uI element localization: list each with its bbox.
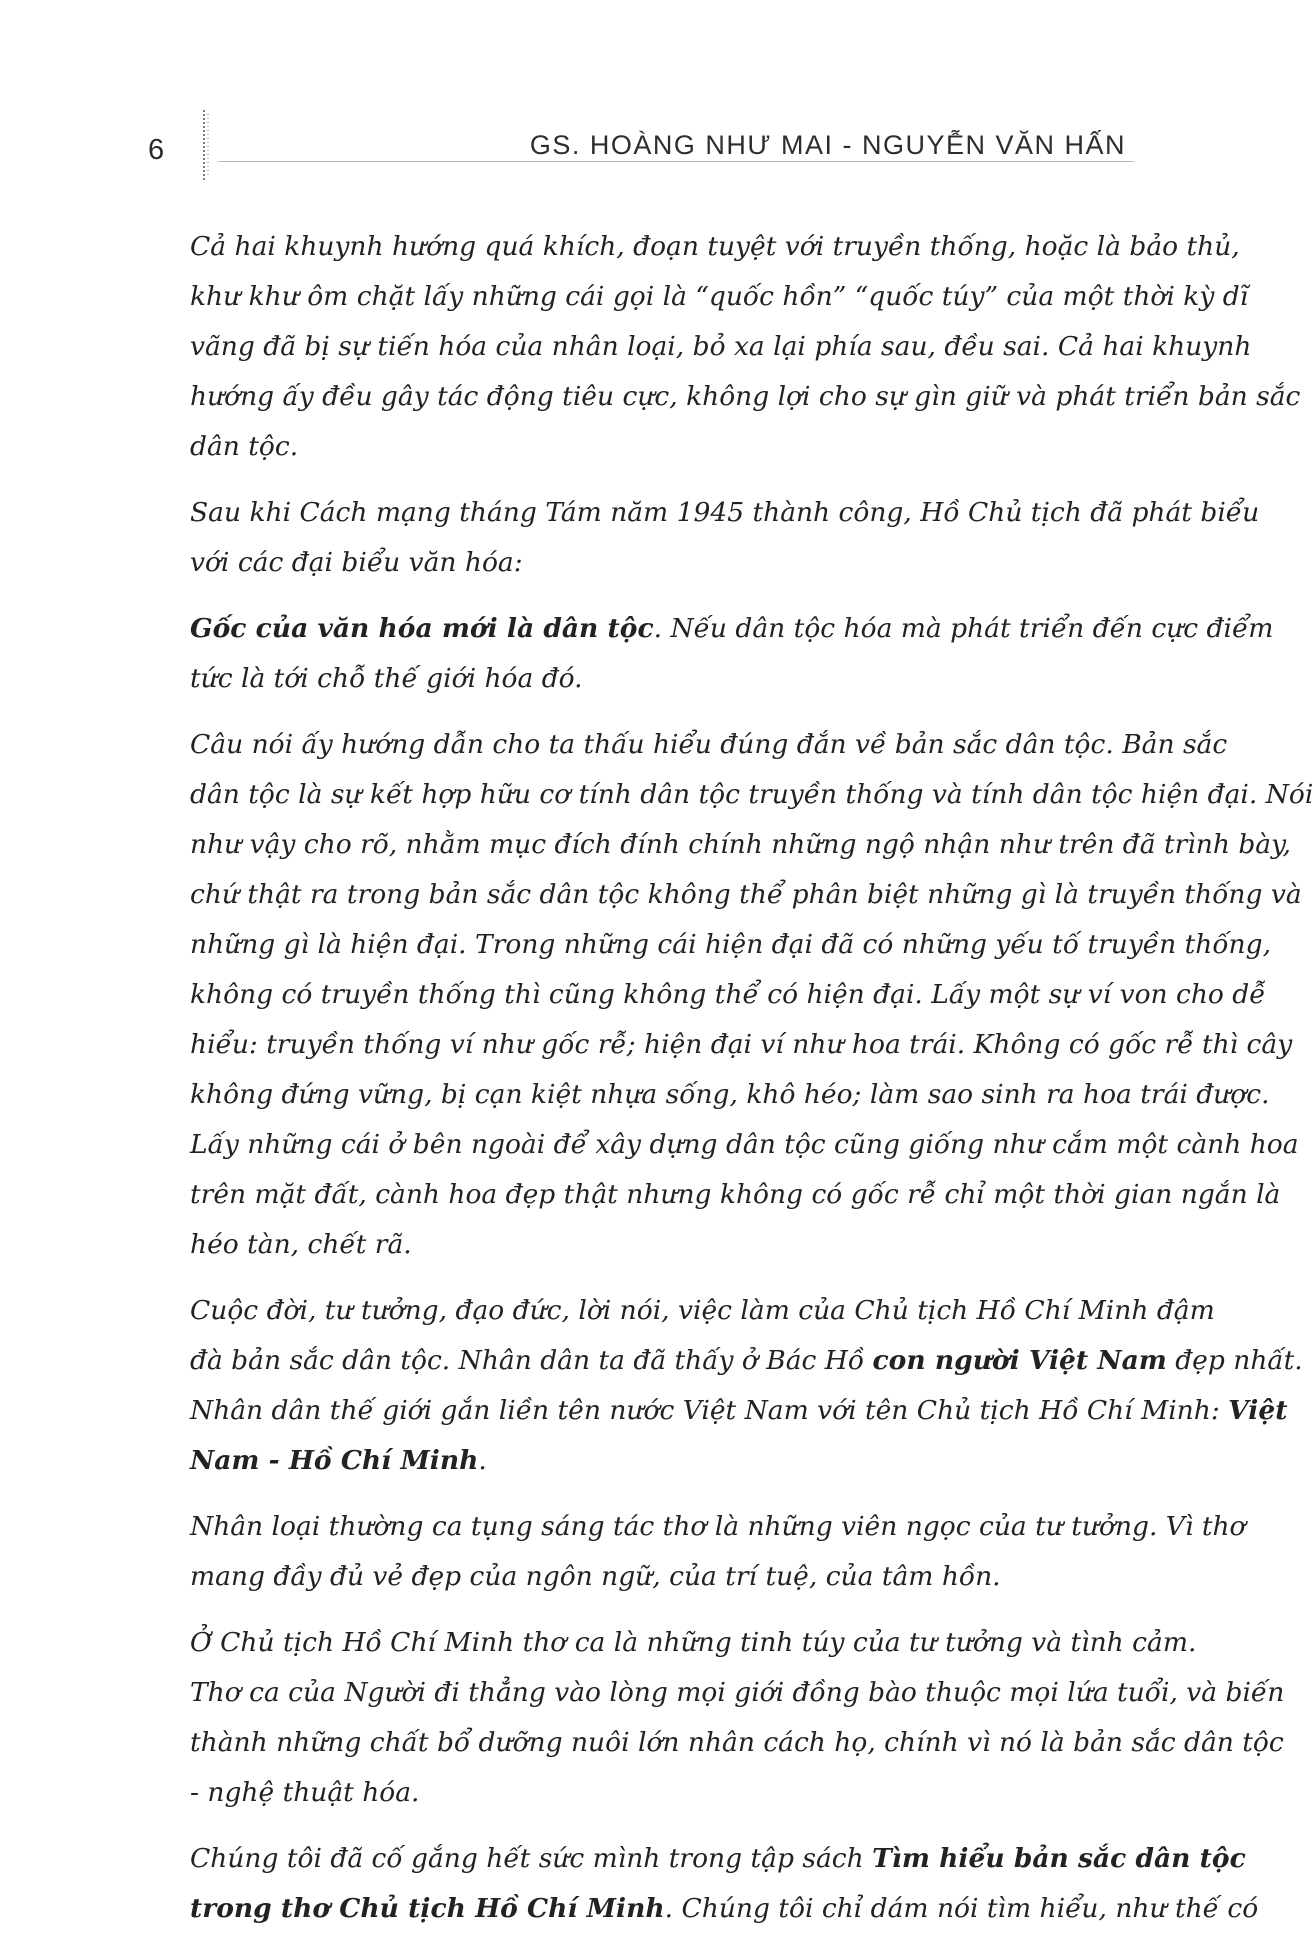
text-run: hướng ấy đều gây tác động tiêu cực, không lợi cho sự gìn giữ và phát triển bản sắc bbox=[190, 381, 1301, 412]
text-line bbox=[188, 1502, 1246, 1552]
text-line bbox=[188, 488, 1260, 538]
text-line bbox=[188, 920, 1271, 970]
text-line bbox=[188, 1768, 1133, 1818]
text-run: héo tàn, chết rã. bbox=[190, 1229, 412, 1260]
paragraph bbox=[188, 1286, 1303, 1486]
text-line bbox=[188, 1120, 1299, 1170]
text-line bbox=[188, 1170, 1281, 1220]
text-line bbox=[188, 1336, 1303, 1386]
text-line bbox=[188, 1718, 1284, 1768]
text-run: . bbox=[478, 1445, 487, 1476]
text-run: không có truyền thống thì cũng không thể có hiện đại. Lấy một sự ví von cho dễ bbox=[190, 979, 1266, 1010]
text-run: những gì là hiện đại. Trong những cái hiện đại đã có những yếu tố truyền thống, bbox=[190, 929, 1271, 960]
text-run: Chúng tôi đã cố gắng hết sức mình trong tập sách bbox=[190, 1843, 873, 1874]
bold-text: Tìm hiểu bản sắc dân tộc bbox=[872, 1843, 1246, 1874]
body-text bbox=[188, 222, 1313, 1950]
text-line bbox=[188, 1834, 1246, 1884]
text-run: Thơ ca của Người đi thẳng vào lòng mọi giới đồng bào thuộc mọi lứa tuổi, và biến bbox=[190, 1677, 1285, 1708]
text-line bbox=[188, 770, 1313, 820]
paragraph bbox=[188, 720, 1313, 1270]
text-line bbox=[188, 1436, 1133, 1486]
bold-text: Nam - Hồ Chí Minh bbox=[190, 1445, 479, 1476]
text-line bbox=[188, 1618, 1197, 1668]
text-line bbox=[188, 272, 1249, 322]
header-ornament bbox=[202, 110, 210, 182]
text-line bbox=[188, 604, 1274, 654]
bold-text: con người Việt Nam bbox=[872, 1345, 1167, 1376]
text-run: thành những chất bổ dưỡng nuôi lớn nhân cách họ, chính vì nó là bản sắc dân tộc bbox=[190, 1727, 1284, 1758]
header-rule bbox=[218, 161, 1134, 162]
text-run: tức là tới chỗ thế giới hóa đó. bbox=[190, 663, 583, 694]
text-run: đà bản sắc dân tộc. Nhân dân ta đã thấy ở Bác Hồ bbox=[190, 1345, 873, 1376]
paragraph bbox=[188, 604, 1274, 704]
text-run: dân tộc. bbox=[190, 431, 299, 462]
paragraph bbox=[188, 1502, 1246, 1602]
text-run: như vậy cho rõ, nhằm mục đích đính chính những ngộ nhận như trên đã trình bày, bbox=[190, 829, 1291, 860]
text-line bbox=[188, 222, 1240, 272]
text-run: dân tộc là sự kết hợp hữu cơ tính dân tộc truyền thống và tính dân tộc hiện đại. Nói bbox=[190, 779, 1313, 810]
text-run: vãng đã bị sự tiến hóa của nhân loại, bỏ xa lại phía sau, đều sai. Cả hai khuynh bbox=[190, 331, 1252, 362]
page-number: 6 bbox=[148, 134, 165, 166]
bold-text: Gốc của văn hóa mới là dân tộc bbox=[190, 613, 654, 644]
text-run: khư khư ôm chặt lấy những cái gọi là “quốc hồn” “quốc túy” của một thời kỳ dĩ bbox=[190, 281, 1249, 312]
paragraph bbox=[188, 1618, 1285, 1818]
paragraph bbox=[188, 222, 1301, 472]
text-run: Ở Chủ tịch Hồ Chí Minh thơ ca là những tinh túy của tư tưởng và tình cảm. bbox=[190, 1627, 1197, 1658]
text-line bbox=[188, 654, 1133, 704]
running-head: GS. HOÀNG NHƯ MAI - NGUYỄN VĂN HẤN bbox=[529, 130, 1126, 160]
text-line bbox=[188, 1070, 1270, 1120]
text-run: đẹp nhất. bbox=[1166, 1345, 1303, 1376]
paragraph bbox=[188, 1834, 1259, 1934]
text-line bbox=[188, 1668, 1285, 1718]
text-run: . Nếu dân tộc hóa mà phát triển đến cực điểm bbox=[653, 613, 1274, 644]
text-line bbox=[188, 1286, 1215, 1336]
paragraph bbox=[188, 488, 1260, 588]
text-run: không đứng vững, bị cạn kiệt nhựa sống, khô héo; làm sao sinh ra hoa trái được. bbox=[190, 1079, 1270, 1110]
text-line bbox=[188, 1220, 1133, 1270]
text-run: hiểu: truyền thống ví như gốc rễ; hiện đại ví như hoa trái. Không có gốc rễ thì cây bbox=[190, 1029, 1293, 1060]
text-run: . Chúng tôi chỉ dám nói tìm hiểu, như thế có bbox=[664, 1893, 1259, 1924]
text-line bbox=[188, 1020, 1293, 1070]
text-line bbox=[188, 870, 1302, 920]
text-line bbox=[188, 820, 1291, 870]
text-line bbox=[188, 1884, 1259, 1934]
text-line bbox=[188, 1552, 1133, 1602]
text-run: Lấy những cái ở bên ngoài để xây dựng dân tộc cũng giống như cắm một cành hoa bbox=[190, 1129, 1299, 1160]
text-run: với các đại biểu văn hóa: bbox=[190, 547, 523, 578]
text-run: Cuộc đời, tư tưởng, đạo đức, lời nói, việc làm của Chủ tịch Hồ Chí Minh đậm bbox=[190, 1295, 1215, 1326]
text-run: Câu nói ấy hướng dẫn cho ta thấu hiểu đúng đắn về bản sắc dân tộc. Bản sắc bbox=[190, 729, 1228, 760]
text-line bbox=[188, 720, 1228, 770]
text-line bbox=[188, 970, 1266, 1020]
text-line bbox=[188, 322, 1252, 372]
text-run: Cả hai khuynh hướng quá khích, đoạn tuyệt với truyền thống, hoặc là bảo thủ, bbox=[190, 231, 1240, 262]
bold-text: Việt bbox=[1228, 1395, 1288, 1426]
text-run: mang đầy đủ vẻ đẹp của ngôn ngữ, của trí tuệ, của tâm hồn. bbox=[190, 1561, 1001, 1592]
text-line bbox=[188, 372, 1301, 422]
text-run: Nhân dân thế giới gắn liền tên nước Việt Nam với tên Chủ tịch Hồ Chí Minh: bbox=[190, 1395, 1229, 1426]
text-run: trên mặt đất, cành hoa đẹp thật nhưng không có gốc rễ chỉ một thời gian ngắn là bbox=[190, 1179, 1281, 1210]
bold-text: trong thơ Chủ tịch Hồ Chí Minh bbox=[190, 1893, 665, 1924]
text-line bbox=[188, 422, 1133, 472]
text-line bbox=[188, 538, 1133, 588]
text-line bbox=[188, 1386, 1288, 1436]
text-run: Sau khi Cách mạng tháng Tám năm 1945 thành công, Hồ Chủ tịch đã phát biểu bbox=[190, 497, 1260, 528]
text-run: chứ thật ra trong bản sắc dân tộc không thể phân biệt những gì là truyền thống và bbox=[190, 879, 1302, 910]
text-run: Nhân loại thường ca tụng sáng tác thơ là những viên ngọc của tư tưởng. Vì thơ bbox=[190, 1511, 1246, 1542]
text-run: - nghệ thuật hóa. bbox=[190, 1777, 420, 1808]
